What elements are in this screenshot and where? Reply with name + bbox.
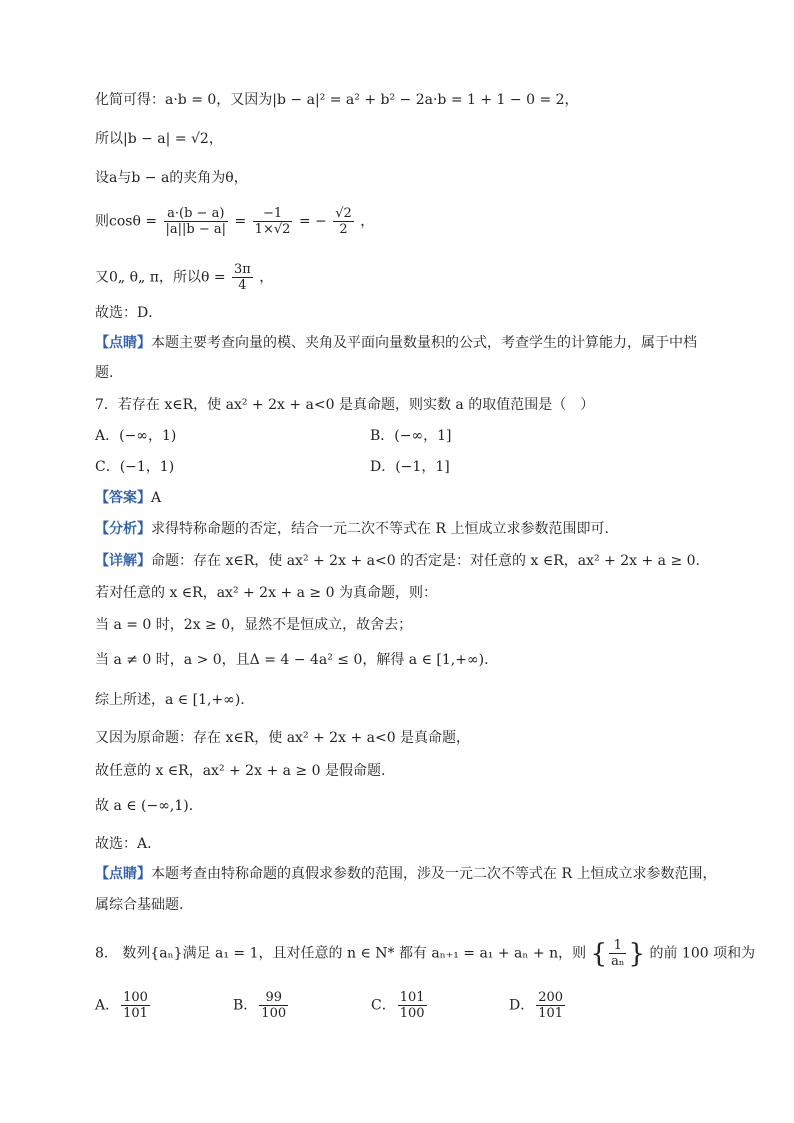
fraction-numerator: 3π [234,262,251,277]
q7-detail-1 [95,551,700,571]
q7-detail-3: 当 a = 0 时，2x ≥ 0，显然不是恒成立，故舍去； [95,617,413,633]
fraction-1 [164,206,229,237]
q8-stem-text: 8． 数列{aₙ}满足 a₁ = 1，且对任意的 n ∈ N* 都有 aₙ₊₁ = a₁ + aₙ + n，则 [95,945,587,962]
solution-line-1: 化简可得：a·b = 0，又因为|b − a|² = a² + b² − 2a·b = 1 + 1 − 0 = 2， [95,92,579,108]
q7-option-c: C．(−1，1) [95,459,175,475]
q8-reciprocal-fraction [609,938,626,969]
q7-option-a: A．(−∞，1) [95,428,177,444]
q8-option-b [233,990,290,1021]
fraction-denominator: 100 [399,1006,425,1021]
comment-tag: 【点睛】 [95,866,151,882]
q7-detail-4: 当 a ≠ 0 时，a > 0，且Δ = 4 − 4a² ≤ 0，解得 a ∈ [1,+∞). [95,652,489,668]
detail-text: 命题：存在 x∈R，使 ax² + 2x + a<0 的否定是：对任意的 x ∈R，ax² + 2x + a ≥ 0. [151,553,701,569]
fraction-numerator: 99 [259,990,288,1006]
fraction-denominator: aₙ [611,954,625,969]
comma: ， [259,269,274,286]
option-label: A． [95,997,120,1014]
q7-detail-7: 故任意的 x ∈R，ax² + 2x + a ≥ 0 是假命题. [95,763,386,779]
fraction-3pi-4 [232,262,253,293]
q7-detail-9: 故选：A． [95,836,162,852]
solution-line-6: 故选：D． [95,305,163,321]
q7-comment-1 [95,864,716,884]
fraction-3-denominator: 2 [339,222,348,237]
solution-line-3: 设a与b − a的夹角为θ， [95,170,248,186]
fraction-2 [253,206,293,237]
solution-line-5 [95,262,273,293]
q8-stem-tail: 的前 100 项和为 [649,945,756,962]
option-fraction [259,990,288,1021]
fraction-numerator: 101 [399,990,425,1005]
fraction-denominator: 4 [238,278,247,293]
q7-detail-2: 若对任意的 x ∈R，ax² + 2x + a ≥ 0 为真命题，则： [95,585,437,601]
analysis-tag: 【分析】 [95,521,151,537]
comment-text: 本题考查由特称命题的真假求参数的范围，涉及一元二次不等式在 R 上恒成立求参数范围， [151,866,717,882]
comment-line-2: 题. [95,365,114,381]
option-fraction [121,990,150,1021]
analysis-text: 求得特称命题的否定，结合一元二次不等式在 R 上恒成立求参数范围即可. [151,521,609,537]
q7-comment-2: 属综合基础题. [95,897,184,913]
option-fraction [536,990,565,1021]
comment-tag: 【点睛】 [95,335,151,351]
equals-minus: = − [298,213,327,230]
solution-line-2: 所以|b − a| = √2， [95,131,223,147]
fraction-numerator: 200 [538,990,564,1005]
solution-line-4 [95,206,374,237]
option-fraction [398,990,427,1021]
q7-option-d: D．(−1，1] [370,459,450,475]
comment-text: 本题主要考查向量的模、夹角及平面向量数量积的公式，考查学生的计算能力，属于中档 [151,335,697,351]
fraction-2-denominator: 1×√2 [254,222,291,237]
cos-label: 则cosθ = [95,213,158,230]
q7-detail-8: 故 a ∈ (−∞,1). [95,798,194,814]
fraction-3 [333,206,354,237]
fraction-3-numerator: √2 [335,206,352,221]
detail-tag: 【详解】 [95,553,151,569]
q7-answer [95,488,161,508]
fraction-2-numerator: −1 [253,206,293,222]
q8-option-d [509,990,567,1021]
q7-analysis [95,519,609,539]
q8-option-a [95,990,152,1021]
fraction-denominator: 101 [123,1006,148,1021]
question-7-stem: 7．若存在 x∈R，使 ax² + 2x + a<0 是真命题，则实数 a 的取值范围是（ ） [95,397,595,413]
fraction-numerator: 1 [609,938,626,954]
fraction-numerator: 100 [123,990,148,1005]
answer-value: A [151,490,162,506]
question-8-stem [95,938,755,969]
q7-detail-6: 又因为原命题：存在 x∈R，使 ax² + 2x + a<0 是真命题， [95,730,471,746]
q8-option-c [371,990,429,1021]
option-label: C． [371,997,396,1014]
equals-sign: = [234,213,247,230]
fraction-denominator: 100 [261,1006,287,1021]
fraction-denominator: 101 [538,1006,564,1021]
fraction-1-numerator: a·(b − a) [164,206,229,222]
fraction-1-denominator: |a||b − a| [165,222,227,237]
q7-detail-5: 综上所述，a ∈ [1,+∞). [95,692,245,708]
answer-tag: 【答案】 [95,490,151,506]
option-label: B． [233,997,258,1014]
q7-option-b: B．(−∞，1] [370,428,452,444]
comma: ， [360,213,375,230]
theta-range-text: 又0„ θ„ π，所以θ = [95,269,226,286]
left-brace-icon: { [590,938,608,969]
comment-line-1 [95,333,697,353]
option-label: D． [509,997,535,1014]
right-brace-icon: } [628,938,646,969]
